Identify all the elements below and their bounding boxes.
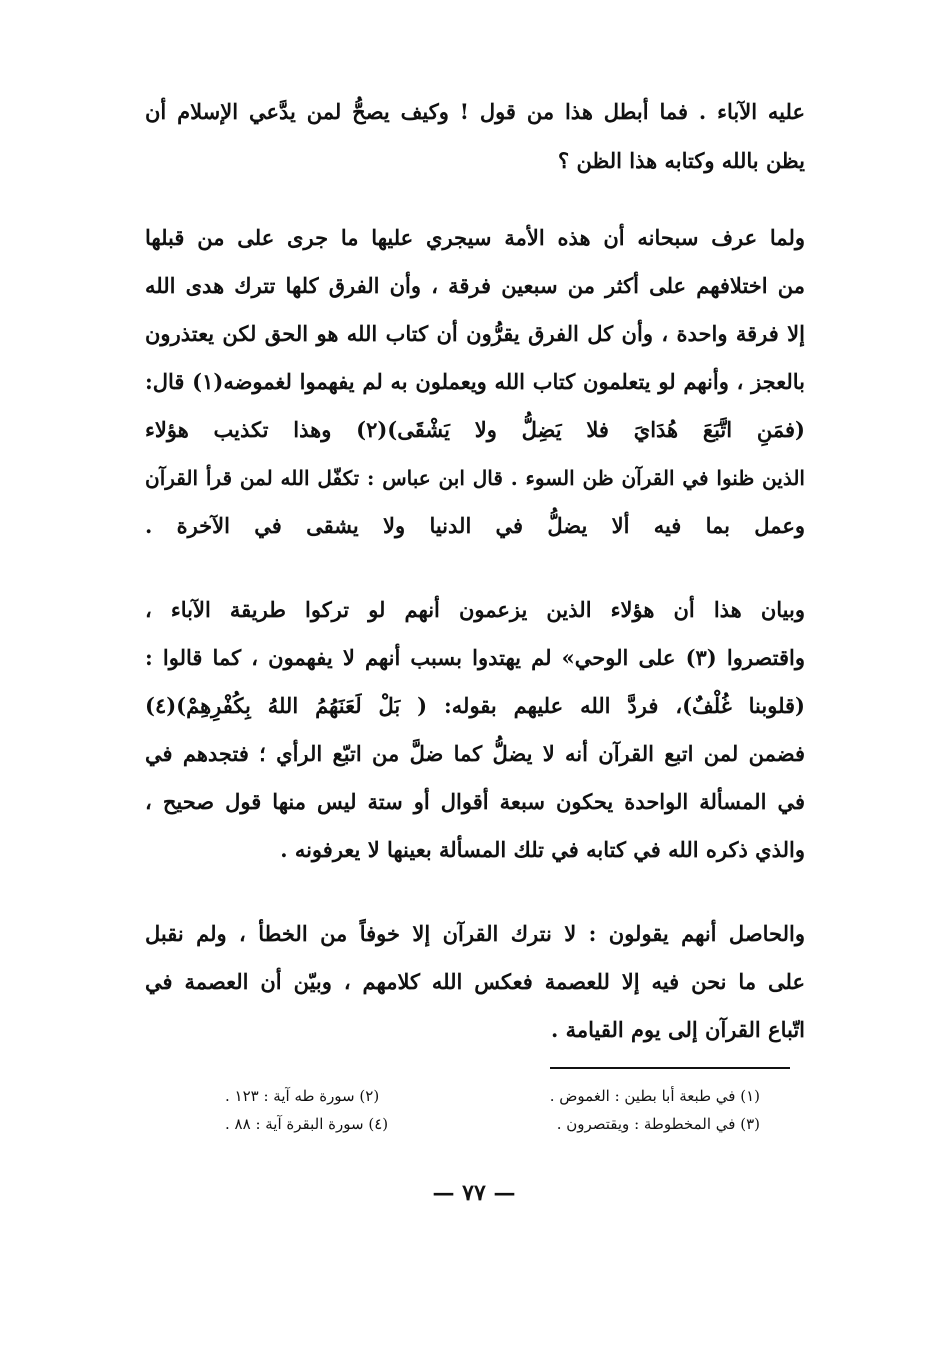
footnote-4: (٤) سورة البقرة آية : ٨٨ .	[225, 1115, 389, 1133]
footnote-3: (٣) في المخطوطة : ويقتصرون .	[556, 1115, 760, 1133]
text-line: وبيان هذا أن هؤلاء الذين يزعمون أنهم لو تركوا طريقة الآباء ،	[145, 597, 805, 622]
text-line: الذين ظنوا في القرآن ظن السوء . قال ابن عباس : تكفّل الله لمن قرأ القرآن	[145, 466, 805, 490]
page-number: — ٧٧ —	[432, 1180, 516, 1206]
footnote-divider	[550, 1067, 790, 1069]
footnote-row	[225, 1082, 760, 1110]
text-line: اتّباع القرآن إلى يوم القيامة .	[550, 1017, 805, 1042]
footnote-2: (٢) سورة طه آية : ١٢٣ .	[225, 1087, 380, 1105]
text-line: (فمَنِ اتَّبَعَ هُدَايَ فلا يَضِلُّ ولا يَشْقَى)(٢) وهذا تكذيب هؤلاء	[145, 417, 805, 442]
paragraph-2	[145, 226, 805, 586]
text-line: فضمن لمن اتبع القرآن أنه لا يضلُّ كما ضلَّ من اتبّع الرأي ؛ فتجدهم في	[145, 741, 805, 766]
text-line: والحاصل أنهم يقولون : لا نترك القرآن إلا خوفاً من الخطأ ، ولم نقبل	[145, 921, 805, 946]
text-line: من اختلافهم على أكثر من سبعين فرقة ، وأن الفرق كلها تترك هدى الله	[145, 273, 805, 298]
text-line: ولما عرف سبحانه أن هذه الأمة سيجري عليها ما جرى على من قبلها	[145, 225, 805, 250]
text-line: والذي ذكره الله في كتابه في تلك المسألة بعينها لا يعرفونه .	[280, 837, 805, 862]
paragraph-3	[145, 598, 805, 862]
footnotes	[225, 1082, 760, 1138]
text-line: وعمل بما فيه ألا يضلُّ في الدنيا ولا يشقى في الآخرة .	[145, 513, 805, 538]
text-line: واقتصروا (٣) على الوحي» لم يهتدوا بسبب أنهم لا يفهمون ، كما قالوا :	[145, 645, 805, 670]
text-line: يظن بالله وكتابه هذا الظن ؟	[558, 148, 805, 173]
text-line: بالعجز ، وأنهم لو يتعلمون كتاب الله ويعملون به لم يفهموا لغموضه(١) قال:	[145, 369, 805, 394]
footnote-row	[225, 1110, 760, 1138]
text-line: على ما نحن فيه إلا للعصمة فعكس الله كلامهم ، وبيّن أن العصمة في	[145, 969, 805, 994]
text-line: في المسألة الواحدة يحكون سبعة أقوال أو ستة ليس منها قول صحيح ،	[145, 789, 805, 814]
text-line	[145, 562, 805, 586]
paragraph-1	[145, 100, 805, 173]
text-line: عليه الآباء . فما أبطل هذا من قول ! وكيف يصحُّ لمن يدَّعي الإسلام أن	[145, 99, 805, 124]
text-line: (قلوبنا غُلْفٌ)، فردَّ الله عليهم بقوله: ( بَلْ لَعَنَهُمُ اللهُ بِكُفْرِهِمْ)(٤)	[145, 693, 805, 718]
text-line: إلا فرقة واحدة ، وأن كل الفرق يقرُّون أن كتاب الله هو الحق لكن يعتذرون	[145, 321, 805, 346]
footnote-1: (١) في طبعة أبا بطين : الغموض .	[549, 1087, 760, 1105]
paragraph-4	[145, 922, 805, 1042]
